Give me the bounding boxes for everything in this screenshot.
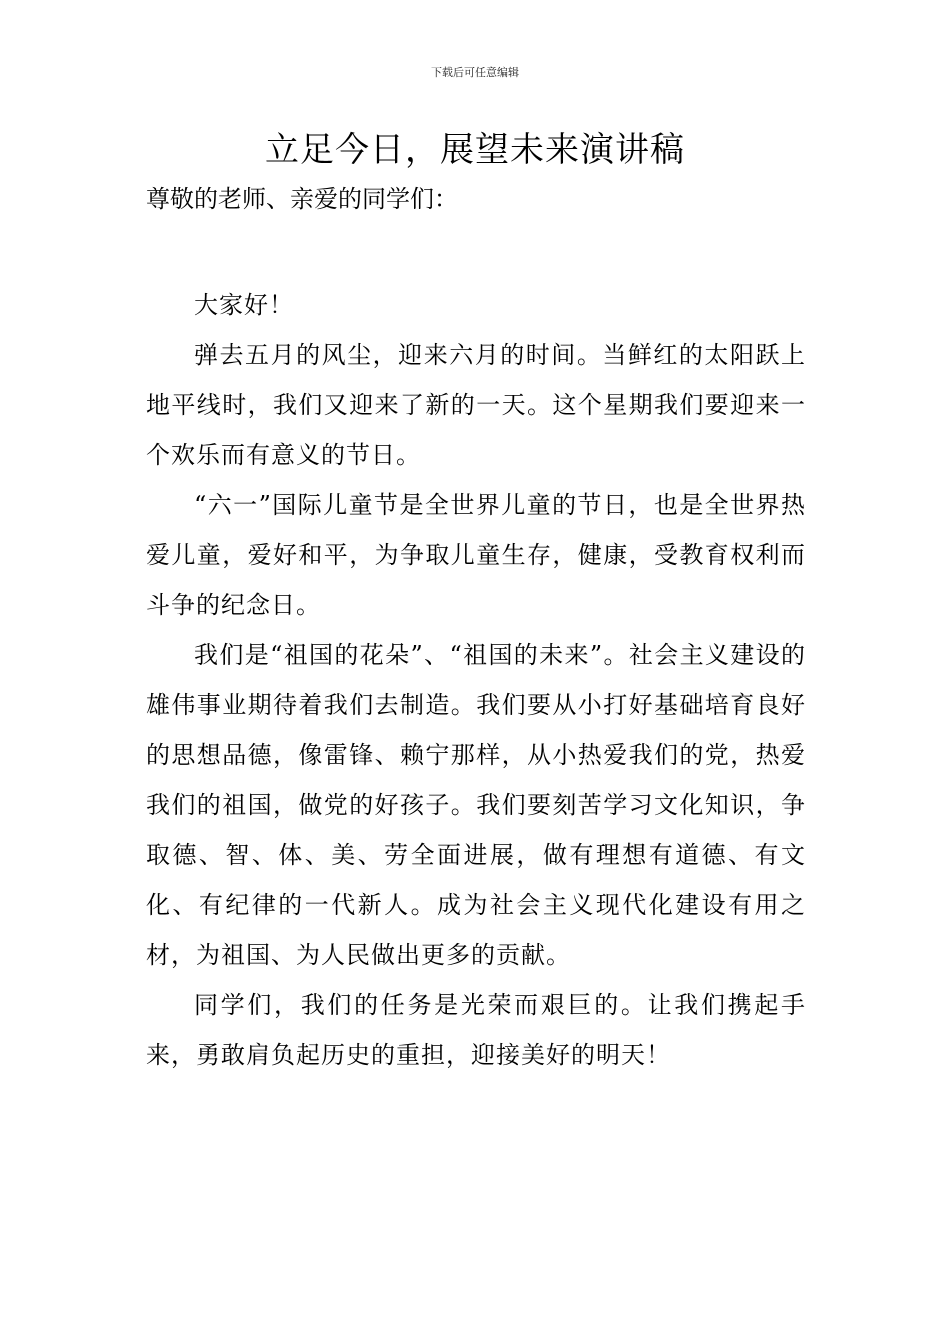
speech-body bbox=[146, 280, 806, 1080]
salutation: 尊敬的老师、亲爱的同学们： bbox=[146, 185, 458, 213]
paragraph-greeting: 大家好！ bbox=[194, 291, 294, 319]
paragraph: 我们是“祖国的花朵”、“祖国的未来”。社会主义建设的雄伟事业期待着我们去制造。我们要从小打好基础培育良好的思想品德，像雷锋、赖宁那样，从小热爱我们的党，热爱我们的祖国，做党的好孩子。我们要刻苦学习文化知识，争取德、智、体、美、劳全面进展，做有理想有道德、有文化、有纪律的一代新人。成为社会主义现代化建设有用之材，为祖国、为人民做出更多的贡献。 bbox=[146, 641, 806, 969]
paragraph: “六一”国际儿童节是全世界儿童的节日，也是全世界热爱儿童，爱好和平，为争取儿童生存，健康，受教育权利而斗争的纪念日。 bbox=[146, 491, 806, 619]
paragraph: 同学们，我们的任务是光荣而艰巨的。让我们携起手来，勇敢肩负起历史的重担，迎接美好的明天！ bbox=[146, 991, 806, 1069]
document-title: 立足今日，展望未来演讲稿 bbox=[265, 130, 685, 170]
paragraph: 弹去五月的风尘，迎来六月的时间。当鲜红的太阳跃上地平线时，我们又迎来了新的一天。这个星期我们要迎来一个欢乐而有意义的节日。 bbox=[146, 341, 806, 469]
header-note: 下载后可任意编辑 bbox=[431, 66, 519, 79]
